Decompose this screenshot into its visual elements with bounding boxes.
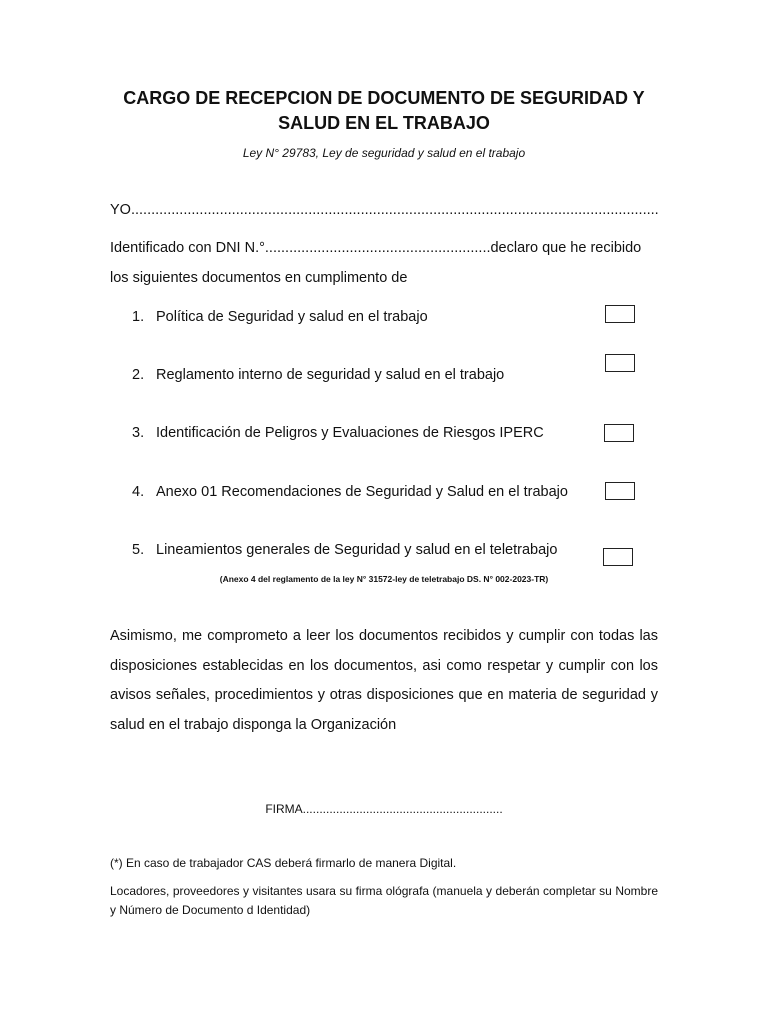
dni-field[interactable]: Identificado con DNI N.°........................................................declaro que he recibido xyxy=(110,240,642,256)
yo-field[interactable]: YO................................................................................................................................... xyxy=(110,202,659,218)
document-title xyxy=(0,86,768,136)
footnote-cas: (*) En caso de trabajador CAS deberá firmarlo de manera Digital. xyxy=(110,856,457,870)
item-label: Anexo 01 Recomendaciones de Seguridad y Salud en el trabajo xyxy=(156,484,568,500)
footnote-locadores: Locadores, proveedores y visitantes usara su firma ológrafa (manuela y deberán completar su Nombre y Número de Documento d Identidad) xyxy=(110,884,658,917)
document-item-4 xyxy=(132,482,568,502)
document-item-5 xyxy=(132,540,557,560)
item-number: 1. xyxy=(132,309,145,325)
signature-line[interactable]: FIRMA............................................................ xyxy=(265,802,503,816)
item-number: 2. xyxy=(132,367,145,383)
annex-note: (Anexo 4 del reglamento de la ley N° 31572-ley de teletrabajo DS. N° 002-2023-TR) xyxy=(219,574,549,584)
item-number: 5. xyxy=(132,542,145,558)
document-item-3 xyxy=(132,423,544,443)
document-item-2 xyxy=(132,365,504,385)
title-line-1: CARGO DE RECEPCION DE DOCUMENTO DE SEGURIDAD Y xyxy=(123,88,645,108)
item-label: Lineamientos generales de Seguridad y salud en el teletrabajo xyxy=(156,542,558,558)
documents-intro: los siguientes documentos en cumplimento de xyxy=(110,270,408,286)
document-item-1 xyxy=(132,307,428,327)
document-2-checkbox[interactable] xyxy=(605,354,635,372)
title-line-2: SALUD EN EL TRABAJO xyxy=(278,113,490,133)
item-label: Identificación de Peligros y Evaluaciones de Riesgos IPERC xyxy=(156,425,544,441)
document-3-checkbox[interactable] xyxy=(604,424,634,442)
item-number: 4. xyxy=(132,484,145,500)
item-label: Política de Seguridad y salud en el trabajo xyxy=(156,309,428,325)
document-5-checkbox[interactable] xyxy=(603,548,633,566)
document-4-checkbox[interactable] xyxy=(605,482,635,500)
document-1-checkbox[interactable] xyxy=(605,305,635,323)
law-subtitle: Ley N° 29783, Ley de seguridad y salud en el trabajo xyxy=(242,146,526,160)
item-label: Reglamento interno de seguridad y salud en el trabajo xyxy=(156,367,505,383)
commitment-paragraph: Asimismo, me comprometo a leer los documentos recibidos y cumplir con todas las disposiciones establecidas en los documentos, asi como respetar y cumplir con los avisos señales, procedimientos y otras disposiciones que en materia de seguridad y salud en el trabajo disponga la Organización xyxy=(110,628,658,733)
item-number: 3. xyxy=(132,425,145,441)
